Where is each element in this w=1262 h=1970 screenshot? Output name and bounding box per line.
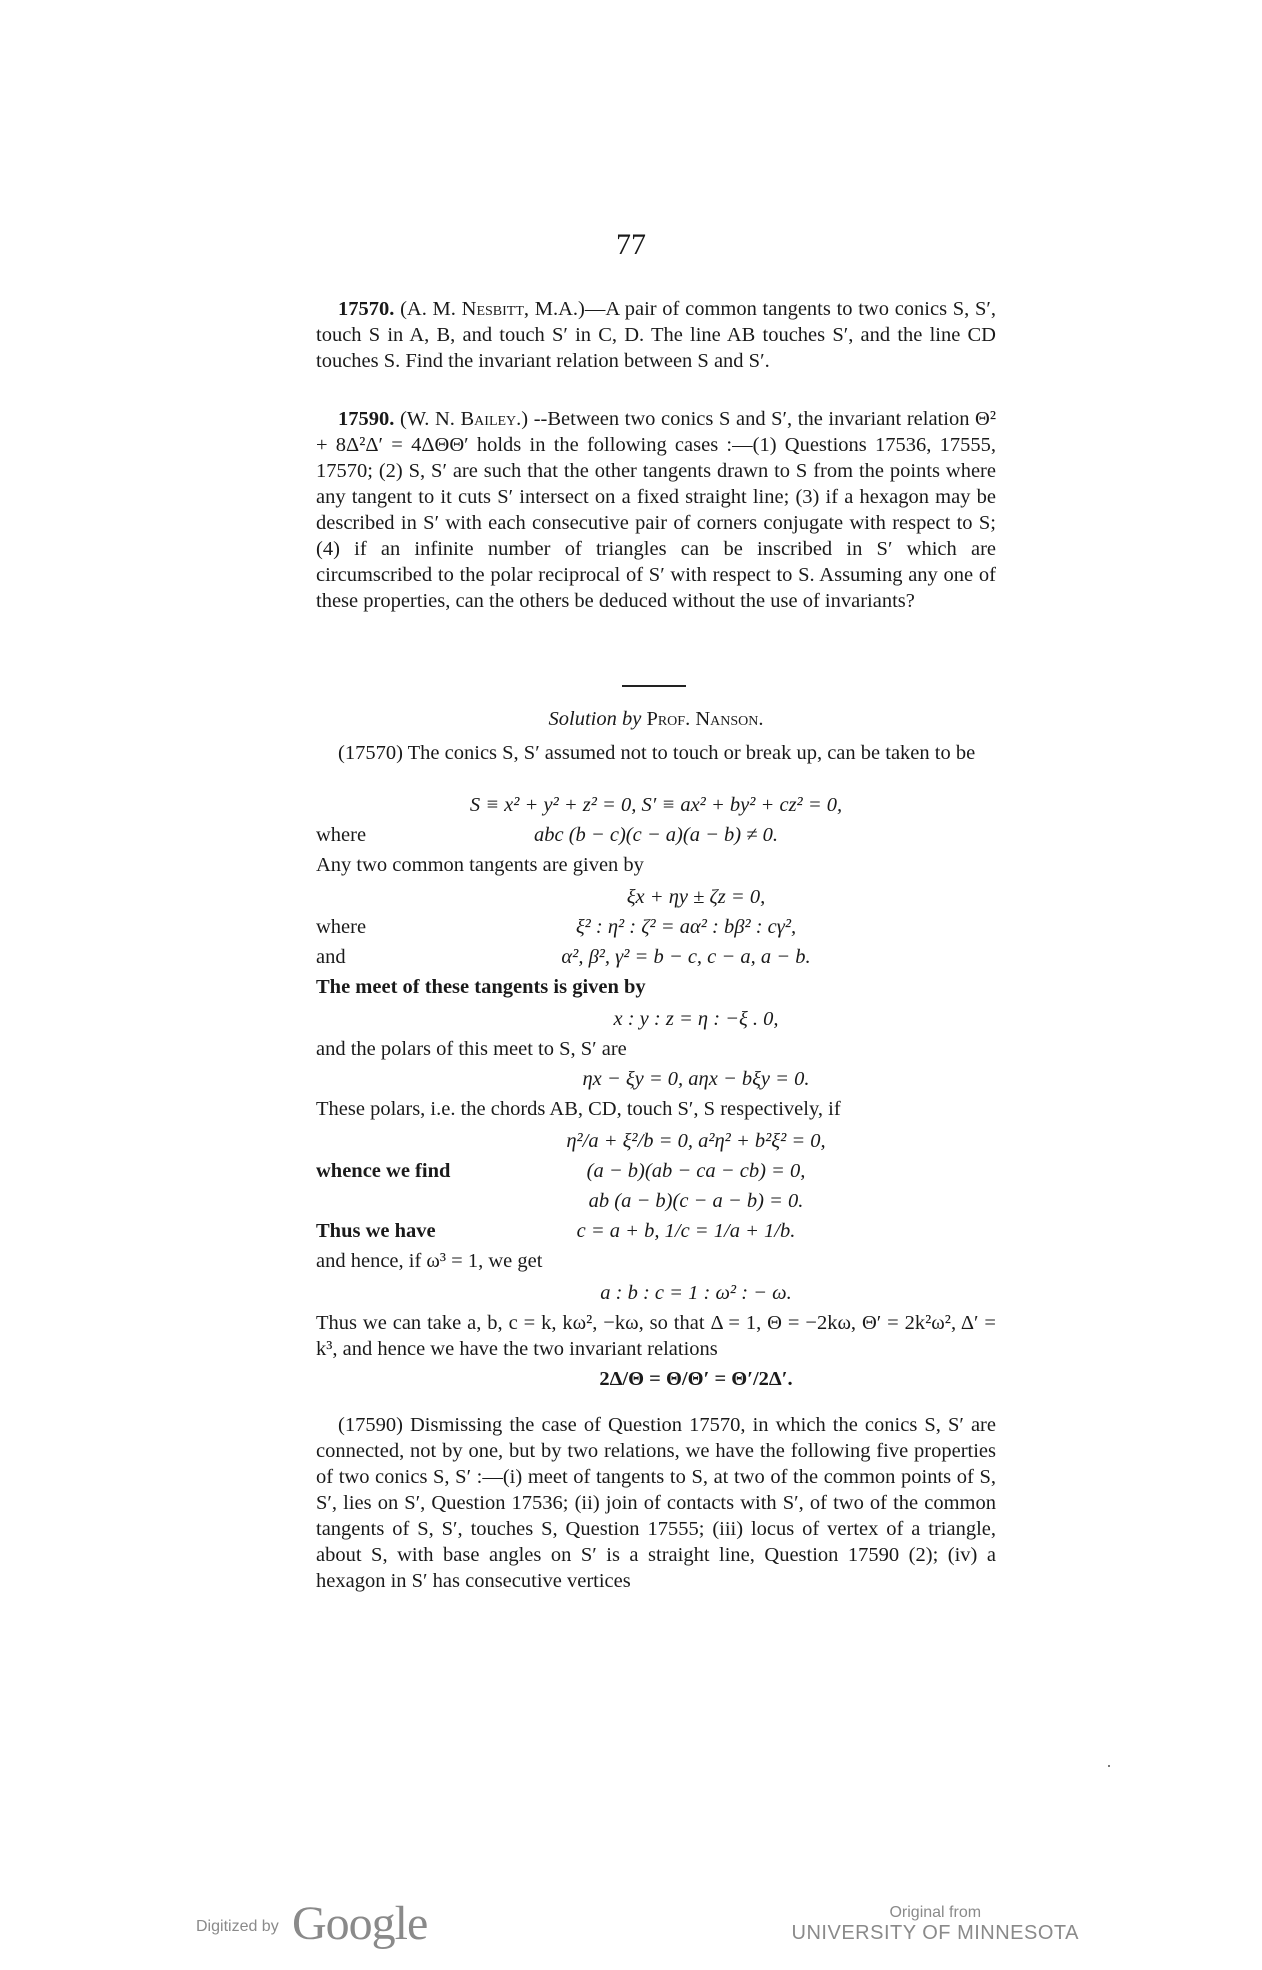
equation-row — [316, 1366, 996, 1392]
equation-row — [316, 1128, 996, 1154]
question-author-name: Nesbitt — [461, 298, 524, 320]
equation: a : b : c = 1 : ω² : − ω. — [600, 1282, 792, 1304]
google-logo: Google — [292, 1897, 428, 1950]
text: These polars, i.e. the chords AB, CD, touch S′, S respectively, if — [316, 1098, 841, 1120]
equation: S ≡ x² + y² + z² = 0, S′ ≡ ax² + by² + cz² = 0, — [469, 794, 843, 816]
equation-label: where — [316, 916, 367, 938]
digitized-by-label: Digitized by — [196, 1918, 279, 1935]
equation-row — [316, 1280, 996, 1306]
question-number: 17590. — [338, 408, 395, 430]
equation-row — [316, 944, 996, 970]
text: Any two common tangents are given by — [316, 854, 644, 876]
solution-17590: (17590) Dismissing the case of Question 17570, in which the conics S, S′ are connected, not by one, but by two relations, we have the following five properties of two conics S, S′ :—(i) meet of tangents to S, at two of the common points of S, S′, lies on S′, Question 17536; (ii) join of contacts with S′, of two of the common tangents of S, S′, touches S, Question 17555; (iii) locus of vertex of a triangle, about S, with base angles on S′ is a straight line, Question 17590 (2); (iv) a hexagon in S′ has consecutive vertices — [316, 1414, 996, 1592]
equation-label: and — [316, 946, 346, 968]
equation-row — [316, 1188, 996, 1214]
question-author-name: Bailey — [460, 408, 517, 430]
original-from-block — [792, 1904, 1079, 1945]
solution-17570-intro: (17570) The conics S, S′ assumed not to touch or break up, can be taken to be — [338, 742, 976, 764]
equation-row — [316, 822, 996, 848]
scan-speck — [1108, 1765, 1110, 1767]
equation: ξx + ηy ± ζz = 0, — [626, 886, 766, 908]
solution-17570-conclusion: Thus we can take a, b, c = k, kω², −kω, so that Δ = 1, Θ = −2kω, Θ′ = 2k²ω², Δ′ = k³, and hence we have the two invariant relations — [316, 1312, 996, 1360]
equation: abc (b − c)(c − a)(a − b) ≠ 0. — [533, 824, 778, 846]
equation-row — [316, 884, 996, 910]
equation: ab (a − b)(c − a − b) = 0. — [588, 1190, 804, 1212]
text: and the polars of this meet to S, S′ are — [316, 1038, 627, 1060]
text-line — [316, 1248, 996, 1274]
text-line — [316, 974, 996, 1000]
text: The meet of these tangents is given by — [316, 976, 646, 998]
equation-row — [316, 792, 996, 818]
equation-label: whence we find — [316, 1160, 451, 1182]
institution-name: UNIVERSITY OF MINNESOTA — [791, 1922, 1079, 1944]
text-line — [316, 1096, 996, 1122]
question-author-prefix: (W. N. — [399, 408, 461, 430]
equation: c = a + b, 1/c = 1/a + 1/b. — [576, 1220, 796, 1242]
equation: x : y : z = η : −ξ . 0, — [613, 1008, 779, 1030]
question-17570 — [316, 296, 996, 374]
solution-title — [316, 708, 996, 731]
equation: ηx − ξy = 0, aηx − bξy = 0. — [582, 1068, 810, 1090]
equation-label: where — [316, 824, 367, 846]
text-line — [316, 1036, 996, 1062]
section-divider — [622, 685, 686, 687]
equation-label: Thus we have — [316, 1220, 436, 1242]
page-number: 77 — [616, 228, 646, 261]
question-author-prefix: (A. M. — [400, 298, 462, 320]
equation: ξ² : η² : ζ² = aα² : bβ² : cγ², — [575, 916, 797, 938]
text-line — [316, 852, 996, 878]
equation: (a − b)(ab − ca − cb) = 0, — [586, 1160, 806, 1182]
equation-row — [316, 1158, 996, 1184]
equation-row — [316, 914, 996, 940]
equation: 2Δ/Θ = Θ/Θ′ = Θ′/2Δ′. — [599, 1368, 793, 1390]
question-number: 17570. — [338, 298, 395, 320]
equation-row — [316, 1218, 996, 1244]
question-17590 — [316, 406, 996, 614]
original-from-label: Original from — [889, 1904, 982, 1921]
question-text: , M.A.)—A pair of common tangents to two conics S, S′, touch S in A, B, and touch S′ in C, D. The line AB touches S′, and the line CD touches S. Find the invariant relation between S and S′. — [316, 298, 997, 372]
equation-row — [316, 1066, 996, 1092]
solution-label: Solution by — [548, 708, 642, 730]
equation: η²/a + ξ²/b = 0, a²η² + b²ξ² = 0, — [566, 1130, 826, 1152]
solution-author: Prof. Nanson. — [641, 708, 764, 730]
question-text: .) --Between two conics S and S′, the invariant relation Θ² + 8Δ²Δ′ = 4ΔΘΘ′ holds in the following cases :—(1) Questions 17536, 17555, 17570; (2) S, S′ are such that the other tangents drawn to S from the points where any tangent to it cuts S′ intersect on a fixed straight line; (3) if a hexagon may be described in S′ with each consecutive pair of corners conjugate with respect to S; (4) if an infinite number of triangles can be inscribed in S′ which are circumscribed to the polar reciprocal of S′ with respect to S. Assuming any one of these properties, can the others be deduced without the use of invariants? — [316, 408, 996, 612]
text: and hence, if ω³ = 1, we get — [316, 1250, 543, 1272]
equation-row — [316, 1006, 996, 1032]
equation: α², β², γ² = b − c, c − a, a − b. — [561, 946, 811, 968]
